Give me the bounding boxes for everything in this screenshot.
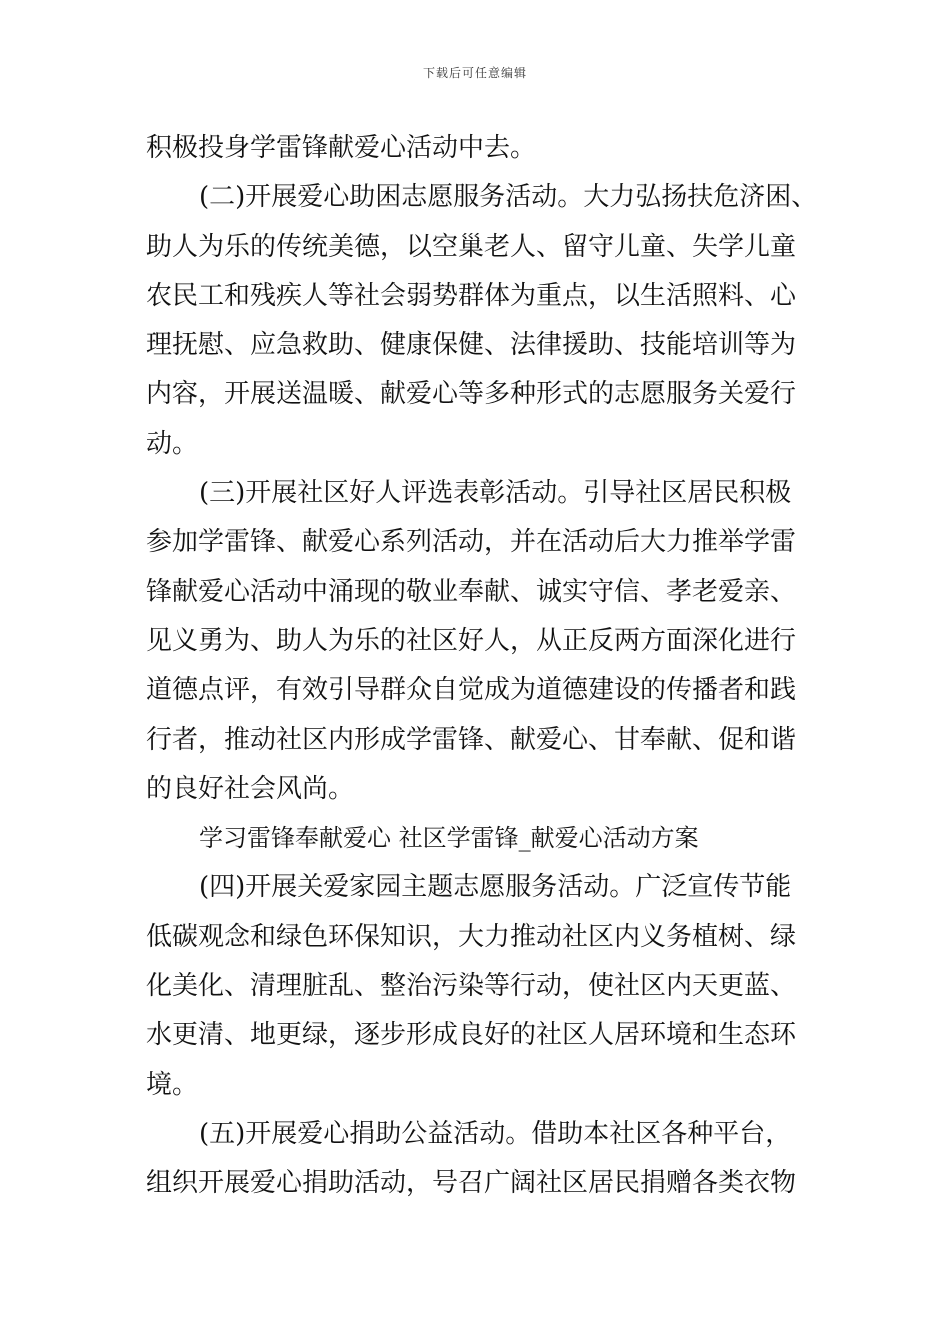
text-line: 理抚慰、应急救助、健康保健、法律援助、技能培训等为	[146, 330, 797, 361]
header-note: 下载后可任意编辑	[422, 66, 527, 80]
text-line: 水更清、地更绿，逐步形成良好的社区人居环境和生态环	[146, 1020, 797, 1051]
text-line: 助人为乐的传统美德，以空巢老人、留守儿童、失学儿童	[146, 231, 797, 262]
text-line: 积极投身学雷锋献爱心活动中去。	[146, 133, 537, 163]
text-line: 参加学雷锋、献爱心系列活动，并在活动后大力推举学雷	[146, 527, 797, 558]
text-line: 道德点评，有效引导群众自觉成为道德建设的传播者和践	[146, 675, 797, 706]
text-line: 行者，推动社区内形成学雷锋、献爱心、甘奉献、促和谐	[146, 724, 797, 755]
text-line: 境。	[146, 1069, 199, 1100]
text-line: 低碳观念和绿色环保知识，大力推动社区内义务植树、绿	[146, 921, 797, 952]
text-line: (二)开展爱心助困志愿服务活动。大力弘扬扶危济困、	[199, 182, 818, 213]
text-line: 组织开展爱心捐助活动，号召广阔社区居民捐赠各类衣物	[146, 1168, 797, 1199]
text-line: 见义勇为、助人为乐的社区好人，从正反两方面深化进行	[146, 625, 797, 656]
text-line: 农民工和残疾人等社会弱势群体为重点，以生活照料、心	[146, 280, 797, 311]
text-line: 锋献爱心活动中涌现的敬业奉献、诚实守信、孝老爱亲、	[146, 576, 797, 607]
section-subheading: 学习雷锋奉献爱心 社区学雷锋_献爱心活动方案	[199, 824, 699, 853]
text-line: (三)开展社区好人评选表彰活动。引导社区居民积极	[199, 478, 792, 509]
text-line: 的良好社会风尚。	[146, 773, 355, 804]
text-line: (五)开展爱心捐助公益活动。借助本社区各种平台，	[199, 1118, 792, 1149]
text-line: 化美化、清理脏乱、整治污染等行动，使社区内天更蓝、	[146, 971, 797, 1002]
text-line: 内容，开展送温暖、献爱心等多种形式的志愿服务关爱行	[146, 379, 797, 410]
text-line: (四)开展关爱家园主题志愿服务活动。广泛宣传节能	[199, 872, 792, 903]
document-body	[146, 124, 836, 1209]
text-line: 动。	[146, 428, 199, 459]
